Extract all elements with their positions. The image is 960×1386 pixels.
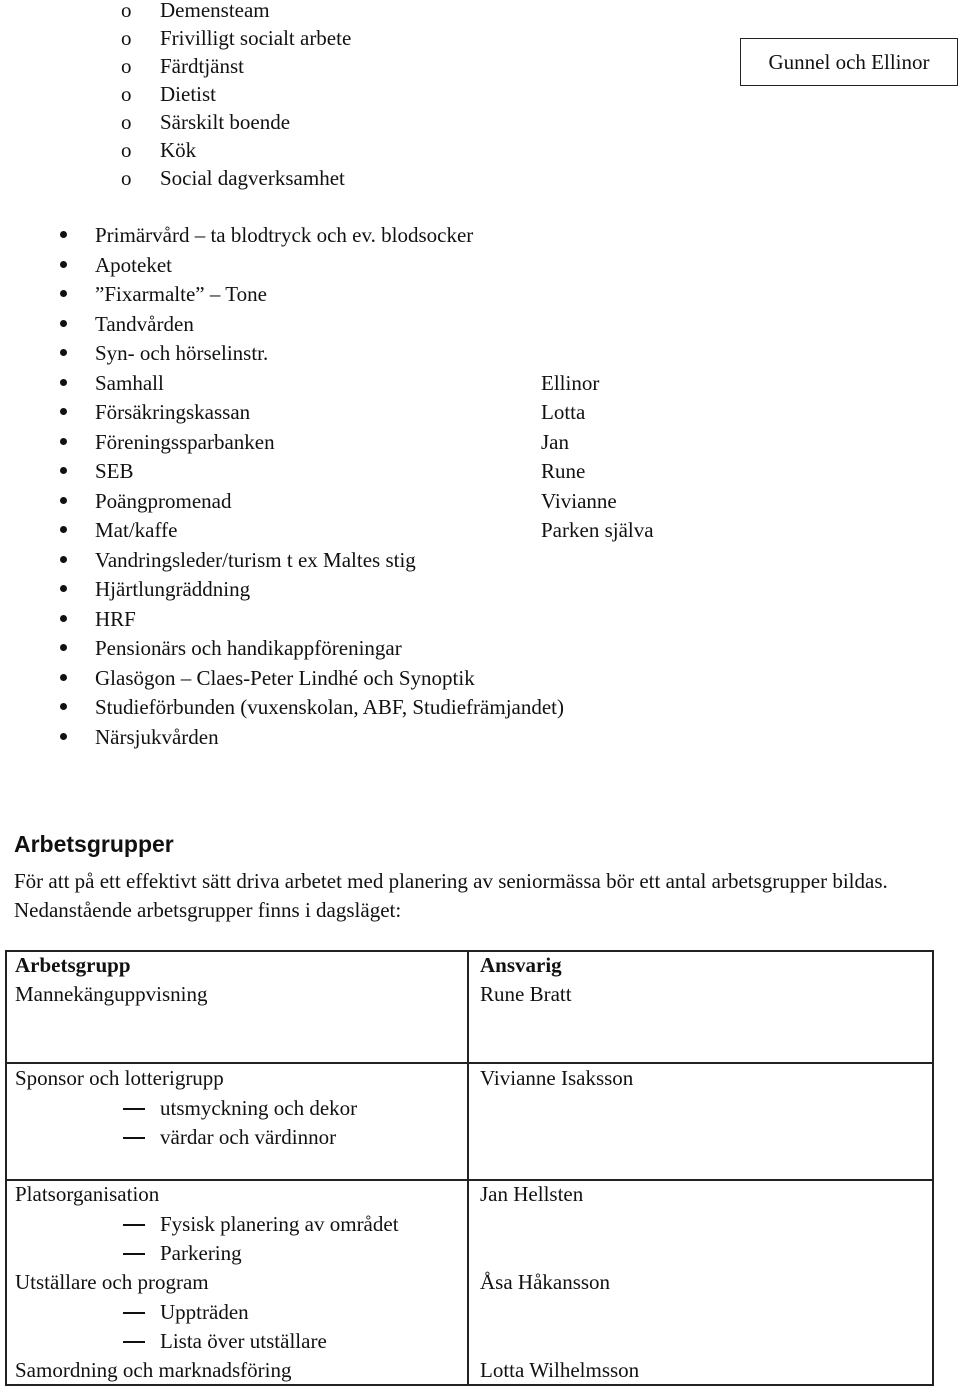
table-cell-responsible: Rune Bratt: [480, 982, 572, 1006]
bullet-item: Poängpromenad: [95, 489, 232, 513]
table-border-bottom: [5, 1384, 934, 1386]
table-cell-group: Mannekänguppvisning: [15, 982, 208, 1006]
responsible-callout-box: [740, 38, 958, 86]
circle-marker: o: [121, 82, 132, 106]
circle-list-item: Särskilt boende: [160, 110, 291, 134]
bullet-item: Pensionärs och handikappföreningar: [95, 636, 402, 660]
table-cell-responsible: Vivianne Isaksson: [480, 1066, 634, 1090]
bullet-item: Glasögon – Claes-Peter Lindhé och Synoptik: [95, 666, 475, 690]
bullet-item: Apoteket: [95, 253, 172, 277]
table-subitem: värdar och värdinnor: [160, 1125, 337, 1149]
bullet-item: Primärvård – ta blodtryck och ev. blodsocker: [95, 223, 474, 247]
bullet-dot-icon: [60, 349, 67, 356]
bullet-dot-icon: [60, 408, 67, 415]
bullet-responsible: Parken själva: [541, 518, 654, 542]
bullet-item: SEB: [95, 459, 134, 483]
circle-list-item: Dietist: [160, 82, 216, 106]
bullet-item: Vandringsleder/turism t ex Maltes stig: [95, 548, 416, 572]
dash-marker: [123, 1312, 145, 1314]
bullet-dot-icon: [60, 615, 67, 622]
bullet-dot-icon: [60, 674, 67, 681]
bullet-dot-icon: [60, 733, 67, 740]
bullet-item: Studieförbunden (vuxenskolan, ABF, Studiefrämjandet): [95, 695, 564, 719]
table-subitem: Lista över utställare: [160, 1329, 327, 1353]
bullet-item: Samhall: [95, 371, 164, 395]
table-cell-responsible: Jan Hellsten: [480, 1182, 584, 1206]
circle-marker: o: [121, 0, 132, 22]
bullet-dot-icon: [60, 261, 67, 268]
bullet-item: ”Fixarmalte” – Tone: [95, 282, 267, 306]
table-row-divider: [5, 1062, 934, 1064]
table-subitem: Parkering: [160, 1241, 242, 1265]
bullet-responsible: Rune: [541, 459, 586, 483]
bullet-dot-icon: [60, 497, 67, 504]
table-header-group: Arbetsgrupp: [15, 953, 131, 977]
table-row-divider: [5, 1179, 934, 1181]
bullet-dot-icon: [60, 526, 67, 533]
table-subitem: Fysisk planering av området: [160, 1212, 399, 1236]
bullet-dot-icon: [60, 290, 67, 297]
table-subitem: Uppträden: [160, 1300, 249, 1324]
bullet-responsible: Jan: [541, 430, 569, 454]
circle-list-item: Färdtjänst: [160, 54, 244, 78]
dash-marker: [123, 1108, 145, 1110]
table-cell-responsible: Lotta Wilhelmsson: [480, 1358, 640, 1382]
section-heading: Arbetsgrupper: [14, 831, 174, 857]
bullet-dot-icon: [60, 585, 67, 592]
bullet-dot-icon: [60, 438, 67, 445]
circle-marker: o: [121, 26, 132, 50]
bullet-item: Mat/kaffe: [95, 518, 178, 542]
circle-marker: o: [121, 166, 132, 190]
bullet-dot-icon: [60, 379, 67, 386]
table-cell-group: Utställare och program: [15, 1270, 209, 1294]
dash-marker: [123, 1341, 145, 1343]
bullet-item: Hjärtlungräddning: [95, 577, 251, 601]
dash-marker: [123, 1224, 145, 1226]
bullet-item: Tandvården: [95, 312, 194, 336]
circle-marker: o: [121, 110, 132, 134]
circle-list-item: Social dagverksamhet: [160, 166, 345, 190]
table-border-top: [5, 950, 934, 952]
bullet-item: HRF: [95, 607, 136, 631]
table-border-right: [932, 950, 934, 1385]
bullet-responsible: Lotta: [541, 400, 586, 424]
bullet-item: Försäkringskassan: [95, 400, 251, 424]
table-cell-group: Samordning och marknadsföring: [15, 1358, 292, 1382]
bullet-item: Syn- och hörselinstr.: [95, 341, 269, 365]
table-subitem: utsmyckning och dekor: [160, 1096, 358, 1120]
bullet-responsible: Ellinor: [541, 371, 600, 395]
section-intro: För att på ett effektivt sätt driva arbetet med planering av seniormässa bör ett antal arbetsgrupper bildas. Nedanstående arbetsgrupper finns i dagsläget:: [14, 869, 888, 922]
circle-list-item: Demensteam: [160, 0, 270, 22]
bullet-item: Föreningssparbanken: [95, 430, 275, 454]
circle-list-item: Frivilligt socialt arbete: [160, 26, 352, 50]
circle-marker: o: [121, 138, 132, 162]
table-cell-group: Platsorganisation: [15, 1182, 160, 1206]
callout-text: Gunnel och Ellinor: [768, 49, 930, 74]
bullet-dot-icon: [60, 556, 67, 563]
circle-marker: o: [121, 54, 132, 78]
dash-marker: [123, 1137, 145, 1139]
bullet-dot-icon: [60, 467, 67, 474]
bullet-dot-icon: [60, 231, 67, 238]
table-column-divider: [467, 950, 469, 1385]
table-cell-group: Sponsor och lotterigrupp: [15, 1066, 224, 1090]
table-header-responsible: Ansvarig: [480, 953, 562, 977]
bullet-dot-icon: [60, 320, 67, 327]
bullet-dot-icon: [60, 644, 67, 651]
dash-marker: [123, 1253, 145, 1255]
circle-list-item: Kök: [160, 138, 197, 162]
bullet-responsible: Vivianne: [541, 489, 617, 513]
table-cell-responsible: Åsa Håkansson: [480, 1270, 611, 1294]
bullet-item: Närsjukvården: [95, 725, 219, 749]
table-border-left: [5, 950, 7, 1385]
bullet-dot-icon: [60, 703, 67, 710]
